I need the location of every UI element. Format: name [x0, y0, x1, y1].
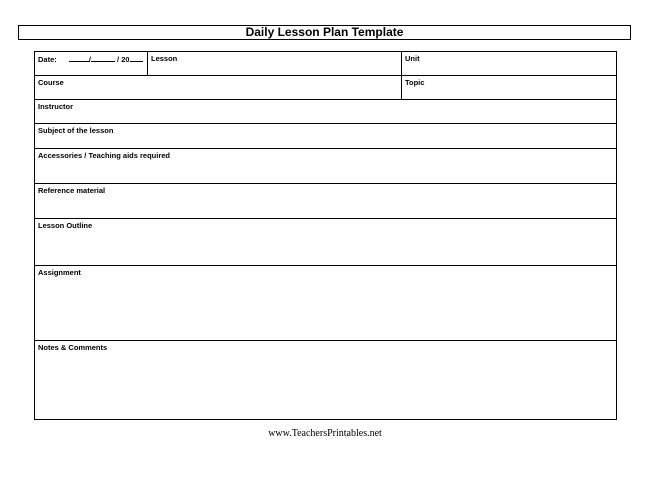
date-year-blank[interactable]: [130, 54, 143, 62]
row-instructor: [35, 100, 617, 124]
date-separator-2: / 20: [117, 55, 130, 64]
date-day-blank[interactable]: [88, 54, 115, 64]
unit-field[interactable]: [402, 52, 617, 76]
reference-label: Reference material: [38, 186, 106, 195]
lesson-plan-form: [34, 51, 617, 420]
row-outline: [35, 219, 617, 266]
accessories-label: Accessories / Teaching aids required: [38, 151, 170, 160]
course-label: Course: [38, 78, 64, 87]
title-text: Daily Lesson Plan Template: [245, 25, 404, 39]
subject-field[interactable]: [35, 124, 617, 149]
course-field[interactable]: [35, 76, 402, 100]
row-notes: [35, 341, 617, 420]
footer-url: [0, 428, 650, 439]
assignment-label: Assignment: [38, 268, 81, 277]
date-month-blank[interactable]: [69, 54, 89, 62]
accessories-field[interactable]: [35, 149, 617, 184]
lesson-field[interactable]: [148, 52, 402, 76]
topic-label: Topic: [405, 78, 425, 87]
date-field[interactable]: [35, 52, 148, 76]
lesson-label: Lesson: [151, 54, 178, 63]
row-assignment: [35, 266, 617, 341]
date-label: Date:: [38, 55, 57, 64]
instructor-field[interactable]: [35, 100, 617, 124]
outline-field[interactable]: [35, 219, 617, 266]
reference-field[interactable]: [35, 184, 617, 219]
subject-label: Subject of the lesson: [38, 126, 114, 135]
row-date-lesson-unit: [35, 52, 617, 76]
date-separator-1: /: [88, 55, 91, 64]
row-subject: [35, 124, 617, 149]
notes-field[interactable]: [35, 341, 617, 420]
outline-label: Lesson Outline: [38, 221, 93, 230]
row-accessories: [35, 149, 617, 184]
row-course-topic: [35, 76, 617, 100]
footer-text: www.TeachersPrintables.net: [268, 428, 382, 439]
assignment-field[interactable]: [35, 266, 617, 341]
unit-label: Unit: [405, 54, 420, 63]
page-title: [18, 25, 631, 40]
notes-label: Notes & Comments: [38, 343, 108, 352]
instructor-label: Instructor: [38, 102, 74, 111]
row-reference: [35, 184, 617, 219]
topic-field[interactable]: [402, 76, 617, 100]
